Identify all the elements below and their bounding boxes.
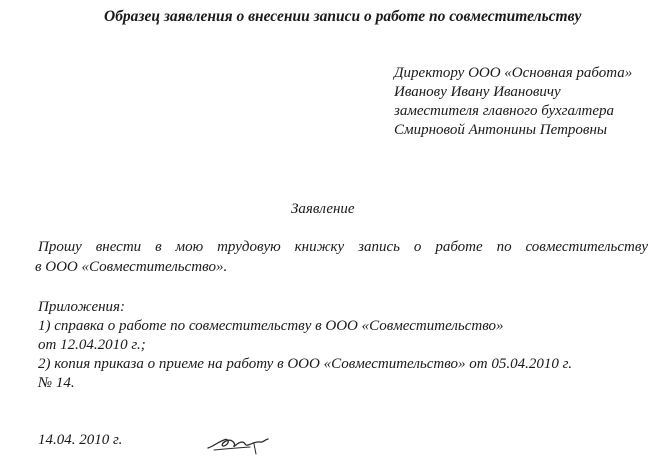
statement-body-line-1: Прошу внести в мою трудовую книжку запись о работе по совместительству — [38, 239, 648, 255]
statement-date: 14.04. 2010 г. — [38, 432, 123, 448]
attachment-2-line-1: 2) копия приказа о приеме на работу в ООО «Совместительство» от 05.04.2010 г. — [38, 356, 573, 372]
attachments-block — [38, 298, 572, 393]
attachment-2-line-2: № 14. — [38, 375, 75, 391]
statement-heading: Заявление — [291, 201, 355, 217]
addressee-sender-name: Смирновой Антонины Петровны — [394, 122, 608, 138]
document-title: Образец заявления о внесении записи о работе по совместительству — [104, 8, 582, 25]
attachment-1-line-1: 1) справка о работе по совместительству в ООО «Совместительство» — [38, 318, 504, 334]
addressee-director-name: Иванову Ивану Ивановичу — [394, 84, 561, 100]
addressee-director: Директору ООО «Основная работа» — [394, 65, 633, 81]
statement-body-line-2: в ООО «Совместительство». — [35, 259, 228, 275]
handwritten-signature — [204, 428, 274, 458]
addressee-sender-position: заместителя главного бухгалтера — [394, 103, 615, 119]
attachments-label: Приложения: — [38, 299, 126, 315]
addressee-block — [394, 64, 632, 140]
statement-body — [35, 237, 648, 277]
attachment-1-line-2: от 12.04.2010 г.; — [38, 337, 146, 353]
